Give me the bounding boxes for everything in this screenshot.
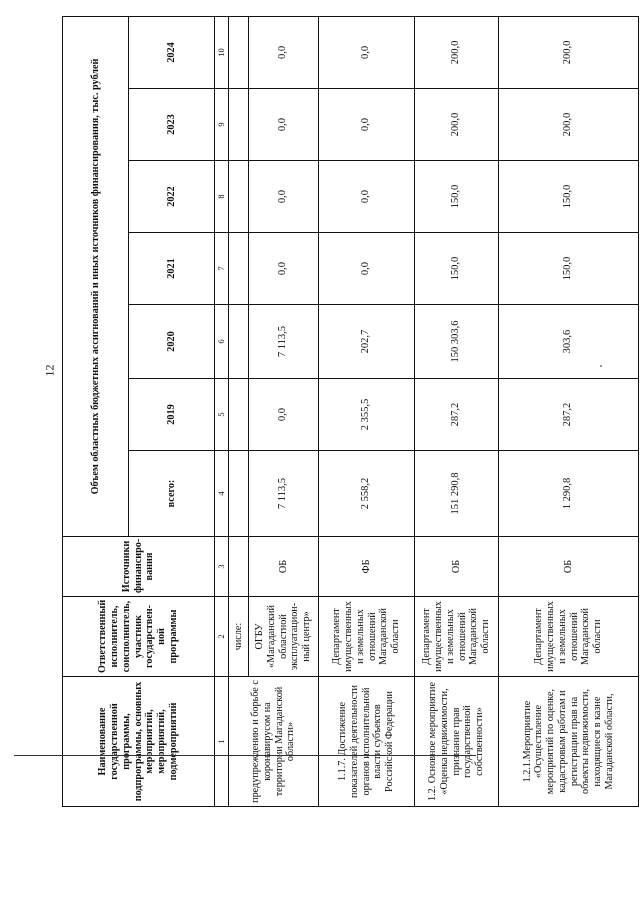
header-source: Источники финансиро-вания: [63, 537, 215, 597]
column-index: 1: [215, 677, 229, 807]
row-value: 200,0: [499, 16, 639, 88]
row-executor: числе:: [229, 597, 249, 677]
column-index: 8: [215, 161, 229, 233]
row-value-total: [229, 451, 249, 537]
row-executor: Департамент имущественных и земельных отношений Магаданской области: [415, 597, 499, 677]
row-value: 0,0: [319, 233, 415, 305]
row-value: [229, 161, 249, 233]
row-value: [229, 89, 249, 161]
row-value: 0,0: [249, 161, 319, 233]
row-executor: Департамент имущественных и земельных отношений Магаданской области: [319, 597, 415, 677]
row-value: 150,0: [499, 233, 639, 305]
header-volume: Объем областных бюджетных ассигнований и иных источников финансирования, тыс. рублей: [63, 16, 129, 536]
row-name: 1.2. Основное мероприятие «Оценка недвижимости, признание прав государственной собственности»: [415, 677, 499, 807]
row-value: 200,0: [415, 89, 499, 161]
header-year: 2024: [129, 16, 215, 88]
header-year: 2019: [129, 379, 215, 451]
header-year: 2021: [129, 233, 215, 305]
column-index: 5: [215, 379, 229, 451]
row-value: 0,0: [249, 16, 319, 88]
page-number: 12: [42, 364, 57, 377]
row-executor: Департамент имущественных и земельных отношений Магаданской области: [499, 597, 639, 677]
row-value: 287,2: [499, 379, 639, 451]
row-value: 0,0: [319, 89, 415, 161]
column-index: 3: [215, 537, 229, 597]
row-name: 1.2.1.Мероприятие «Осуществление мероприятий по оценке, кадастровым работам и регистрации прав на объекты недвижимости, находящиеся в казне Магаданской области,: [499, 677, 639, 807]
row-value: 200,0: [499, 89, 639, 161]
row-name: 1.1.7. Достижение показателей деятельности органов исполнительной власти субъектов Российской Федерации: [319, 677, 415, 807]
column-index: 10: [215, 16, 229, 88]
row-value: 0,0: [249, 89, 319, 161]
column-index: 7: [215, 233, 229, 305]
row-value: 150,0: [415, 233, 499, 305]
column-index-row: [215, 16, 229, 806]
row-source: [229, 537, 249, 597]
column-index: 6: [215, 305, 229, 379]
row-value: 150,0: [415, 161, 499, 233]
row-value: 7 113,5: [249, 305, 319, 379]
row-source: ОБ: [499, 537, 639, 597]
row-value: 0,0: [249, 233, 319, 305]
row-source: ОБ: [249, 537, 319, 597]
table-row: [499, 16, 639, 806]
financing-table: [62, 16, 639, 807]
rotated-table-container: [62, 17, 632, 807]
column-index: 4: [215, 451, 229, 537]
row-value: [229, 16, 249, 88]
column-index: 2: [215, 597, 229, 677]
bottom-divider: [14, 755, 476, 756]
row-value-total: 7 113,5: [249, 451, 319, 537]
row-source: ОБ: [415, 537, 499, 597]
row-value: 287,2: [415, 379, 499, 451]
row-value: 150 303,6: [415, 305, 499, 379]
row-value-total: 2 558,2: [319, 451, 415, 537]
row-value: [229, 233, 249, 305]
row-value: 0,0: [249, 379, 319, 451]
header-year: 2020: [129, 305, 215, 379]
row-value: 2 355,5: [319, 379, 415, 451]
row-executor: ОГБУ «Магаданский областной эксплуатацион-ный центр»: [249, 597, 319, 677]
table-row: [415, 16, 499, 806]
row-value: 202,7: [319, 305, 415, 379]
header-year: 2022: [129, 161, 215, 233]
row-value: [229, 305, 249, 379]
header-name: Наименование государственной программы, подпрограммы, основных мероприятий, мероприятий, подмероприятий: [63, 677, 215, 807]
row-value-total: 1 290,8: [499, 451, 639, 537]
header-total: всего:: [129, 451, 215, 537]
column-index: 9: [215, 89, 229, 161]
header-year: 2023: [129, 89, 215, 161]
row-value: 150,0: [499, 161, 639, 233]
row-value: 0,0: [319, 16, 415, 88]
row-value: 0,0: [319, 161, 415, 233]
row-value-total: 151 290,8: [415, 451, 499, 537]
row-value: 200,0: [415, 16, 499, 88]
table-row: [229, 16, 249, 806]
header-executor: Ответственный исполнитель, соисполнитель, участник государствен-ной программы: [63, 597, 215, 677]
row-value: [229, 379, 249, 451]
row-value: 303,6: [499, 305, 639, 379]
row-name: предупреждению и борьбе с коронавирусом на территории Магаданской области»: [229, 677, 319, 807]
table-row: [319, 16, 415, 806]
row-source: ФБ: [319, 537, 415, 597]
